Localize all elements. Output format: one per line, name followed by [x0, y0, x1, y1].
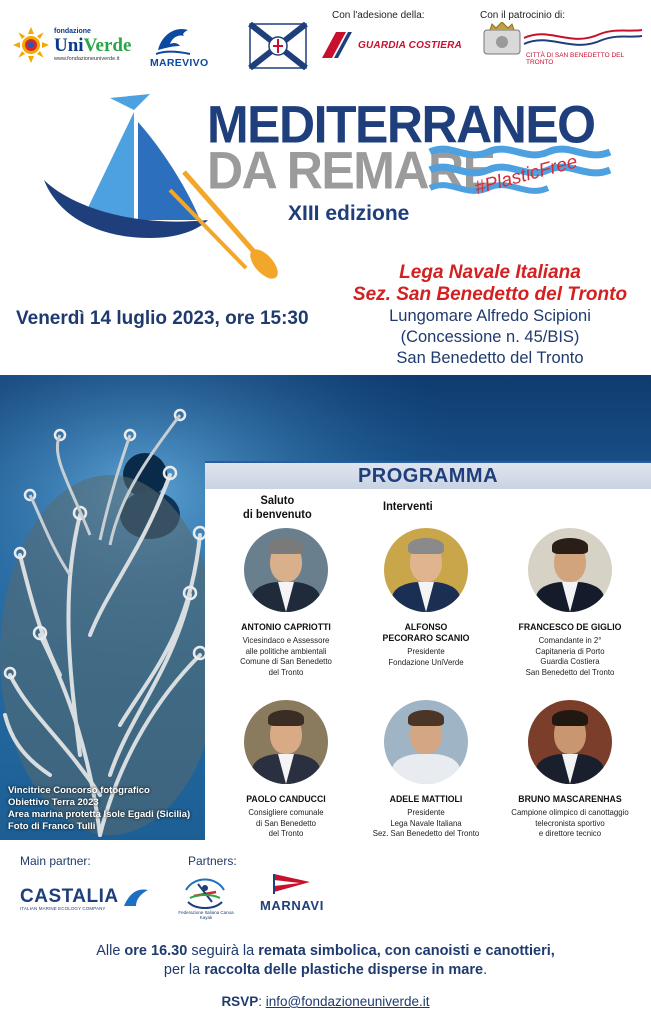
- speaker-role-line: alle politiche ambientali: [245, 645, 327, 656]
- citta-text: CITTÀ DI SAN BENEDETTO DEL TRONTO: [526, 52, 624, 66]
- speaker-role-line: Vicesindaco e Assessore: [242, 635, 330, 645]
- footer-highlight: raccolta delle plastiche disperse in mare: [204, 962, 484, 978]
- univerde-name: [54, 35, 131, 57]
- photo-caption: [8, 785, 190, 833]
- marevivo-text: MAREVIVO: [150, 57, 209, 69]
- castalia-text: CASTALIA: [20, 886, 119, 907]
- partners-section: [0, 840, 651, 940]
- speaker-role-line: di San Benedetto: [255, 817, 317, 828]
- plasticfree-hashtag: #PlasticFree: [472, 151, 580, 200]
- fick-line-1: Federazione Italiana: [178, 910, 220, 915]
- speaker-card: [211, 700, 361, 839]
- guardia-costiera-logo: [322, 32, 462, 60]
- speaker-name: [357, 622, 495, 644]
- rsvp-email-link[interactable]: info@fondazioneuniverde.it: [265, 994, 430, 1009]
- fick-text: [176, 910, 236, 920]
- programma-title: PROGRAMMA: [357, 465, 499, 487]
- footer-text: .: [483, 962, 488, 978]
- saluto-label: [243, 493, 312, 521]
- speaker-role: [217, 635, 355, 677]
- title-line-1: MEDITERRANEO: [207, 95, 595, 154]
- photo-caption-line: Area marina protetta Isole Egadi (Sicilia): [8, 809, 191, 820]
- univerde-small-text: fondazione: [54, 28, 91, 35]
- speaker-role: [501, 635, 639, 677]
- speaker-portrait: [384, 700, 468, 784]
- rsvp-separator: :: [258, 994, 266, 1009]
- footer-note: [0, 942, 651, 980]
- dolphin-icon: [154, 24, 194, 56]
- speaker-portrait: [528, 528, 612, 612]
- rsvp-line: [0, 994, 651, 1009]
- castalia-wave-icon: [124, 886, 148, 906]
- speaker-name: ADELE MATTIOLI: [389, 794, 463, 805]
- speaker-role-line: Fondazione UniVerde: [388, 656, 464, 667]
- main-partner-label: Main partner:: [20, 854, 91, 868]
- speaker-role: [357, 807, 495, 839]
- interventi-label: Interventi: [383, 499, 433, 513]
- speaker-role-line: Presidente: [407, 646, 445, 656]
- marevivo-logo: [150, 24, 214, 70]
- fick-logo: [178, 870, 234, 920]
- footer-line-2: [0, 961, 651, 980]
- speaker-role: [357, 646, 495, 667]
- speaker-portrait: [244, 528, 328, 612]
- speaker-role-line: Comandante in 2°: [538, 635, 602, 645]
- univerde-name-a: Uni: [54, 35, 84, 56]
- lega-navale-flag-logo: [248, 22, 308, 70]
- speaker-name: PAOLO CANDUCCI: [246, 794, 326, 805]
- speaker-role: [217, 807, 355, 839]
- footer-text: seguirà la: [187, 943, 259, 959]
- photo-caption-line: Obiettivo Terra 2023: [8, 797, 99, 808]
- univerde-name-b: Verde: [83, 35, 132, 56]
- event-date: Venerdì 14 luglio 2023, ore 15:30: [16, 308, 309, 329]
- photo-caption-line: Foto di Franco Tulli: [8, 821, 96, 832]
- univerde-sun-icon: [12, 26, 50, 64]
- speaker-role-line: Presidente: [407, 807, 445, 817]
- footer-text: Alle: [96, 943, 125, 959]
- speaker-name: BRUNO MASCARENHAS: [518, 794, 622, 805]
- speaker-card: [495, 700, 645, 839]
- speaker-portrait: [384, 528, 468, 612]
- citta-logo: [480, 22, 645, 72]
- footer-text: per la: [163, 962, 205, 978]
- speaker-card: [211, 528, 361, 677]
- speaker-name: ANTONIO CAPRIOTTI: [241, 622, 331, 633]
- castalia-logo: [20, 886, 150, 914]
- fick-line-2: Canoa Kayak: [199, 910, 234, 920]
- speaker-name-line: PECORARO SCANIO: [382, 633, 470, 644]
- footer-highlight: remata simbolica, con canoisti e canottieri,: [258, 943, 555, 959]
- venue-address-3: San Benedetto del Tronto: [396, 349, 584, 367]
- speaker-role-line: Sez. San Benedetto del Tronto: [372, 828, 480, 838]
- speaker-card: [495, 528, 645, 677]
- programma-panel: [205, 461, 651, 840]
- marnavi-text: MARNAVI: [260, 898, 324, 913]
- photo-caption-line: Vincitrice Concorso fotografico: [8, 785, 150, 796]
- speaker-role-line: Campione olimpico di canottaggio: [511, 807, 629, 817]
- speaker-role-line: Consigliere comunale: [248, 807, 324, 817]
- speaker-role-line: Lega Navale Italiana: [390, 817, 462, 828]
- venue-section: Sez. San Benedetto del Tronto: [352, 284, 628, 305]
- speaker-role-line: San Benedetto del Tronto: [525, 666, 615, 677]
- speaker-role-line: del Tronto: [268, 828, 304, 838]
- saluto-line-1: Saluto: [260, 493, 295, 507]
- speaker-card: [351, 700, 501, 839]
- marnavi-logo: [258, 872, 338, 916]
- edition-label: XIII edizione: [288, 202, 410, 225]
- venue-address-2: (Concessione n. 45/BIS): [400, 328, 580, 346]
- speaker-role-line: Capitaneria di Porto: [535, 645, 605, 656]
- partners-label: Partners:: [188, 854, 237, 868]
- univerde-logo: [12, 24, 132, 68]
- adesione-label: Con l'adesione della:: [332, 10, 425, 21]
- marnavi-flag-icon: [272, 872, 312, 896]
- speaker-portrait: [528, 700, 612, 784]
- title-block: [0, 80, 651, 280]
- nautical-flag-icon: [248, 22, 308, 70]
- venue-block: [330, 262, 650, 369]
- saluto-line-2: di benvenuto: [243, 507, 312, 521]
- footer-time: ore 16.30: [124, 943, 188, 959]
- speaker-card: [351, 528, 501, 667]
- title-line-2: DA REMARE: [207, 141, 495, 200]
- programma-header: [205, 463, 651, 489]
- speaker-role: [501, 807, 639, 839]
- univerde-url: www.fondazioneuniverde.it: [54, 56, 120, 62]
- speaker-name: FRANCESCO DE GIGLIO: [518, 622, 622, 633]
- coast-guard-stripe-icon: [322, 32, 356, 58]
- venue-name: Lega Navale Italiana: [399, 262, 581, 283]
- speaker-role-line: Comune di San Benedetto: [240, 656, 332, 666]
- footer-line-1: [0, 942, 651, 961]
- speaker-role-line: del Tronto: [268, 666, 304, 677]
- speaker-name-line: ALFONSO: [404, 622, 448, 633]
- guardia-costiera-text: GUARDIA COSTIERA: [358, 40, 462, 51]
- speaker-role-line: Guardia Costiera: [540, 656, 600, 666]
- castalia-subtitle: ITALIAN MARINE ECOLOGY COMPANY: [20, 906, 106, 911]
- venue-address-1: Lungomare Alfredo Scipioni: [389, 307, 591, 325]
- speaker-role-line: e direttore tecnico: [538, 828, 602, 838]
- speaker-portrait: [244, 700, 328, 784]
- speaker-role-line: telecronista sportivo: [535, 817, 605, 828]
- header-logos: [0, 0, 651, 80]
- patrocinio-label: Con il patrocinio di:: [480, 10, 566, 21]
- rsvp-label: RSVP: [221, 994, 259, 1009]
- city-crest-icon: [480, 22, 645, 56]
